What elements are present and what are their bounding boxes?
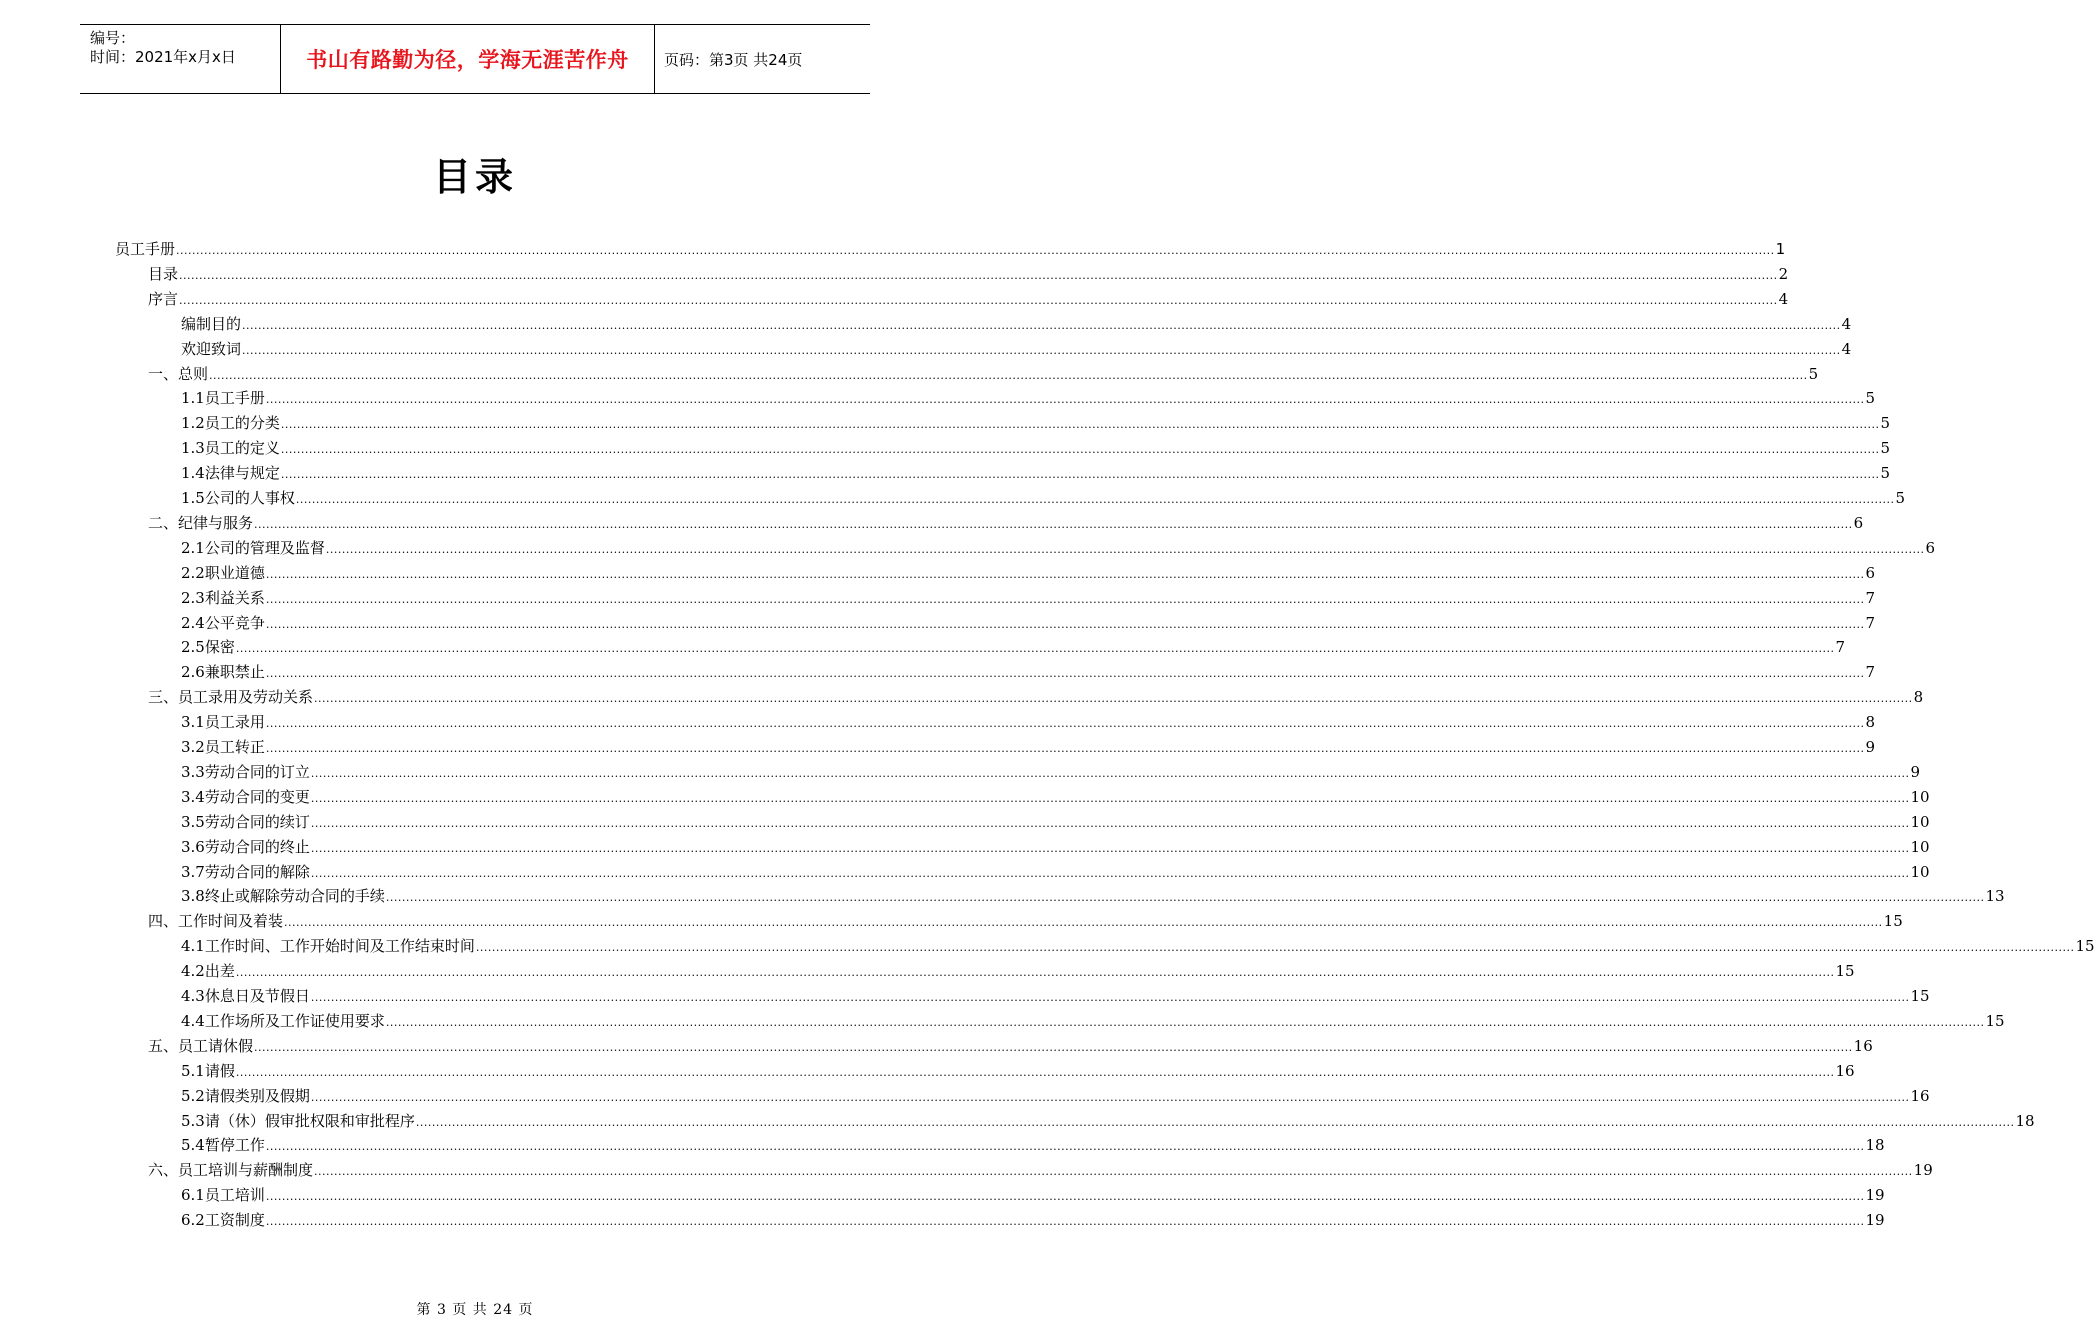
toc-entry[interactable]	[181, 760, 1921, 784]
toc-leader-dots: ................................................................................................................................................................................................................................................................................................................................................................................................................	[310, 866, 1910, 880]
toc-entry-label: 六、员工培训与薪酬制度	[148, 1161, 314, 1180]
toc-entry-page-number: 1	[1775, 240, 1786, 258]
toc-entry[interactable]	[181, 1009, 2005, 1033]
toc-entry[interactable]	[181, 1133, 1885, 1157]
toc-leader-dots: ................................................................................................................................................................................................................................................................................................................................................................................................................	[265, 617, 1865, 631]
toc-entry-page-number: 10	[1910, 812, 1930, 831]
toc-leader-dots: ................................................................................................................................................................................................................................................................................................................................................................................................................	[235, 1065, 1835, 1079]
toc-leader-dots: ................................................................................................................................................................................................................................................................................................................................................................................................................	[179, 268, 1778, 282]
toc-entry-label: 6.2工资制度	[181, 1211, 265, 1230]
toc-entry[interactable]	[148, 909, 1903, 933]
toc-entry-label: 2.6兼职禁止	[181, 663, 265, 682]
toc-entry-page-number: 10	[1910, 837, 1930, 856]
toc-entry[interactable]	[181, 536, 1936, 560]
toc-entry-label: 二、纪律与服务	[148, 513, 254, 532]
toc-entry-page-number: 7	[1865, 613, 1876, 632]
toc-entry-page-number: 18	[2015, 1111, 2035, 1130]
toc-entry[interactable]	[181, 810, 1930, 834]
toc-entry-label: 3.8终止或解除劳动合同的手续	[181, 887, 385, 906]
toc-entry[interactable]	[148, 1034, 1873, 1058]
toc-entry-page-number: 10	[1910, 862, 1930, 881]
toc-entry-label: 3.4劳动合同的变更	[181, 787, 310, 806]
toc-entry-label: 目录	[148, 264, 179, 283]
toc-leader-dots: ................................................................................................................................................................................................................................................................................................................................................................................................................	[209, 368, 1808, 382]
toc-entry-page-number: 15	[1835, 962, 1855, 981]
toc-entry[interactable]	[181, 586, 1876, 610]
toc-entry-page-number: 4	[1778, 289, 1789, 308]
toc-entry-label: 5.3请（休）假审批权限和审批程序	[181, 1111, 415, 1130]
toc-entry-page-number: 15	[2075, 937, 2095, 956]
toc-entry-page-number: 8	[1865, 713, 1876, 732]
toc-leader-dots: ................................................................................................................................................................................................................................................................................................................................................................................................................	[310, 791, 1910, 805]
toc-leader-dots: ................................................................................................................................................................................................................................................................................................................................................................................................................	[242, 343, 1841, 357]
page-header	[80, 24, 870, 94]
toc-entry[interactable]	[181, 411, 1891, 435]
toc-entry-page-number: 18	[1865, 1136, 1885, 1155]
toc-leader-dots: ................................................................................................................................................................................................................................................................................................................................................................................................................	[280, 468, 1880, 482]
toc-entry[interactable]	[181, 860, 1930, 884]
toc-entry-page-number: 16	[1853, 1036, 1873, 1055]
toc-leader-dots: ................................................................................................................................................................................................................................................................................................................................................................................................................	[310, 1090, 1910, 1104]
toc-entry-label: 一、总则	[148, 364, 209, 383]
header-page-info: 页码：第3页 共24页	[664, 50, 803, 69]
toc-entry[interactable]	[181, 959, 1855, 983]
toc-entry-label: 3.2员工转正	[181, 738, 265, 756]
toc-entry[interactable]	[181, 984, 1930, 1008]
toc-entry[interactable]	[181, 1183, 1885, 1207]
header-meta	[80, 25, 281, 93]
toc-leader-dots: ................................................................................................................................................................................................................................................................................................................................................................................................................	[265, 667, 1865, 681]
toc-entry-page-number: 5	[1880, 464, 1891, 483]
toc-entry-label: 3.3劳动合同的订立	[181, 762, 310, 781]
toc-entry-page-number: 19	[1913, 1161, 1933, 1180]
toc-entry-page-number: 6	[1865, 563, 1876, 582]
toc-entry-page-number: 16	[1910, 1086, 1930, 1105]
toc-entry[interactable]	[148, 287, 1789, 311]
toc-entry[interactable]	[181, 337, 1852, 361]
toc-entry[interactable]	[181, 1109, 2035, 1133]
toc-entry-label: 4.2出差	[181, 962, 235, 981]
toc-entry-label: 3.6劳动合同的终止	[181, 837, 310, 856]
toc-entry-label: 员工手册	[115, 240, 176, 258]
page-footer: 第 3 页 共 24 页	[416, 1302, 534, 1318]
toc-entry-page-number: 9	[1865, 738, 1876, 756]
toc-leader-dots: ................................................................................................................................................................................................................................................................................................................................................................................................................	[314, 1165, 1913, 1179]
toc-entry-page-number: 15	[1985, 1011, 2005, 1030]
toc-leader-dots: ................................................................................................................................................................................................................................................................................................................................................................................................................	[385, 1015, 1985, 1029]
toc-leader-dots: ................................................................................................................................................................................................................................................................................................................................................................................................................	[310, 991, 1910, 1004]
document-number-label: 编号：	[90, 29, 136, 47]
toc-entry-label: 3.7劳动合同的解除	[181, 862, 310, 881]
toc-entry-label: 5.1请假	[181, 1061, 235, 1080]
toc-entry-page-number: 10	[1910, 787, 1930, 806]
toc-entry-label: 三、员工录用及劳动关系	[148, 688, 314, 707]
toc-leader-dots: ................................................................................................................................................................................................................................................................................................................................................................................................................	[314, 692, 1913, 706]
toc-entry-label: 1.4法律与规定	[181, 464, 280, 483]
toc-leader-dots: ................................................................................................................................................................................................................................................................................................................................................................................................................	[265, 742, 1865, 755]
toc-entry-page-number: 7	[1865, 663, 1876, 682]
toc-entry[interactable]	[181, 1208, 1885, 1232]
toc-entry-page-number: 7	[1865, 588, 1876, 607]
toc-leader-dots: ................................................................................................................................................................................................................................................................................................................................................................................................................	[295, 493, 1895, 506]
toc-entry[interactable]	[181, 785, 1930, 809]
toc-entry-label: 2.4公平竞争	[181, 613, 265, 632]
toc-entry-page-number: 15	[1910, 987, 1930, 1005]
toc-leader-dots: ................................................................................................................................................................................................................................................................................................................................................................................................................	[265, 717, 1865, 731]
document-time-label: 时间：2021年x月x日	[90, 48, 236, 66]
toc-entry-label: 3.5劳动合同的续订	[181, 812, 310, 831]
header-motto: 书山有路勤为径，学海无涯苦作舟	[281, 25, 655, 93]
toc-entry-page-number: 5	[1880, 414, 1891, 433]
toc-leader-dots: ................................................................................................................................................................................................................................................................................................................................................................................................................	[265, 1190, 1865, 1204]
toc-entry[interactable]	[181, 635, 1846, 659]
toc-entry[interactable]	[181, 735, 1876, 759]
toc-entry-page-number: 2	[1778, 264, 1789, 283]
toc-entry[interactable]	[181, 611, 1876, 635]
toc-entry-label: 2.3利益关系	[181, 588, 265, 607]
toc-leader-dots: ................................................................................................................................................................................................................................................................................................................................................................................................................	[242, 318, 1841, 332]
toc-entry-page-number: 15	[1883, 912, 1903, 931]
toc-leader-dots: ................................................................................................................................................................................................................................................................................................................................................................................................................	[235, 642, 1835, 656]
toc-leader-dots: ................................................................................................................................................................................................................................................................................................................................................................................................................	[254, 517, 1853, 531]
toc-entry[interactable]	[181, 934, 2095, 958]
toc-leader-dots: ................................................................................................................................................................................................................................................................................................................................................................................................................	[265, 1215, 1865, 1229]
toc-entry[interactable]	[181, 835, 1930, 859]
toc-entry[interactable]	[115, 237, 1786, 261]
toc-leader-dots: ................................................................................................................................................................................................................................................................................................................................................................................................................	[235, 966, 1835, 980]
toc-leader-dots: ................................................................................................................................................................................................................................................................................................................................................................................................................	[254, 1040, 1853, 1054]
toc-entry-label: 4.1工作时间、工作开始时间及工作结束时间	[181, 937, 475, 956]
toc-entry-page-number: 5	[1880, 439, 1891, 458]
toc-entry-page-number: 5	[1895, 489, 1906, 507]
toc-leader-dots: ................................................................................................................................................................................................................................................................................................................................................................................................................	[265, 567, 1865, 581]
toc-entry-label: 欢迎致词	[181, 339, 242, 358]
toc-entry-label: 2.1公司的管理及监督	[181, 538, 325, 557]
toc-leader-dots: ................................................................................................................................................................................................................................................................................................................................................................................................................	[475, 941, 2075, 955]
toc-entry-page-number: 4	[1841, 339, 1852, 358]
toc-leader-dots: ................................................................................................................................................................................................................................................................................................................................................................................................................	[415, 1115, 2015, 1129]
toc-entry[interactable]	[148, 511, 1864, 535]
toc-entry-label: 编制目的	[181, 314, 242, 333]
toc-entry-label: 1.1员工手册	[181, 389, 265, 408]
toc-entry-page-number: 16	[1835, 1061, 1855, 1080]
toc-entry[interactable]	[181, 436, 1891, 460]
toc-leader-dots: ................................................................................................................................................................................................................................................................................................................................................................................................................	[280, 443, 1880, 457]
toc-leader-dots: ................................................................................................................................................................................................................................................................................................................................................................................................................	[310, 766, 1910, 780]
toc-entry-label: 4.4工作场所及工作证使用要求	[181, 1011, 385, 1030]
toc-entry-page-number: 5	[1808, 364, 1819, 383]
toc-entry[interactable]	[148, 362, 1819, 386]
toc-entry-label: 五、员工请休假	[148, 1036, 254, 1055]
toc-entry-label: 四、工作时间及着装	[148, 912, 284, 931]
toc-entry[interactable]	[181, 386, 1876, 410]
toc-leader-dots: ................................................................................................................................................................................................................................................................................................................................................................................................................	[265, 592, 1865, 606]
toc-entry-page-number: 19	[1865, 1186, 1885, 1205]
toc-entry[interactable]	[181, 1059, 1855, 1083]
toc-entry[interactable]	[181, 660, 1876, 684]
toc-entry-page-number: 13	[1985, 887, 2005, 906]
toc-leader-dots: ................................................................................................................................................................................................................................................................................................................................................................................................................	[280, 418, 1880, 432]
toc-leader-dots: ................................................................................................................................................................................................................................................................................................................................................................................................................	[265, 393, 1865, 407]
toc-entry-page-number: 6	[1853, 513, 1864, 532]
toc-entry-label: 1.2员工的分类	[181, 414, 280, 433]
toc-entry-page-number: 7	[1835, 638, 1846, 657]
toc-leader-dots: ................................................................................................................................................................................................................................................................................................................................................................................................................	[310, 816, 1910, 830]
toc-entry-page-number: 9	[1910, 762, 1921, 781]
toc-leader-dots: ................................................................................................................................................................................................................................................................................................................................................................................................................	[265, 1140, 1865, 1154]
toc-entry[interactable]	[181, 710, 1876, 734]
toc-entry[interactable]	[181, 1084, 1930, 1108]
toc-entry[interactable]	[148, 685, 1924, 709]
toc-entry[interactable]	[148, 262, 1789, 286]
toc-entry-page-number: 5	[1865, 389, 1876, 408]
toc-entry[interactable]	[181, 486, 1906, 510]
toc-entry-label: 1.5公司的人事权	[181, 489, 295, 507]
toc-entry[interactable]	[181, 561, 1876, 585]
toc-entry-label: 序言	[148, 289, 179, 308]
toc-entry-label: 2.2职业道德	[181, 563, 265, 582]
page-title: 目录	[432, 155, 517, 199]
toc-entry-page-number: 6	[1925, 538, 1936, 557]
toc-entry-page-number: 4	[1841, 314, 1852, 333]
toc-entry-label: 3.1员工录用	[181, 713, 265, 732]
toc-entry-label: 5.2请假类别及假期	[181, 1086, 310, 1105]
toc-entry[interactable]	[181, 312, 1852, 336]
toc-entry-label: 4.3休息日及节假日	[181, 987, 310, 1005]
toc-entry[interactable]	[148, 1158, 1933, 1182]
toc-entry-label: 6.1员工培训	[181, 1186, 265, 1205]
toc-leader-dots: ................................................................................................................................................................................................................................................................................................................................................................................................................	[385, 891, 1985, 905]
toc-entry-page-number: 8	[1913, 688, 1924, 707]
toc-leader-dots: ................................................................................................................................................................................................................................................................................................................................................................................................................	[325, 542, 1925, 556]
toc-leader-dots: ................................................................................................................................................................................................................................................................................................................................................................................................................	[179, 293, 1778, 307]
toc-entry-label: 2.5保密	[181, 638, 235, 657]
toc-entry-label: 5.4暂停工作	[181, 1136, 265, 1155]
toc-entry[interactable]	[181, 461, 1891, 485]
toc-entry[interactable]	[181, 884, 2005, 908]
toc-leader-dots: ................................................................................................................................................................................................................................................................................................................................................................................................................	[284, 916, 1883, 930]
toc-entry-page-number: 19	[1865, 1211, 1885, 1230]
toc-leader-dots: ................................................................................................................................................................................................................................................................................................................................................................................................................	[176, 244, 1775, 257]
toc-entry-label: 1.3员工的定义	[181, 439, 280, 458]
toc-leader-dots: ................................................................................................................................................................................................................................................................................................................................................................................................................	[310, 841, 1910, 855]
